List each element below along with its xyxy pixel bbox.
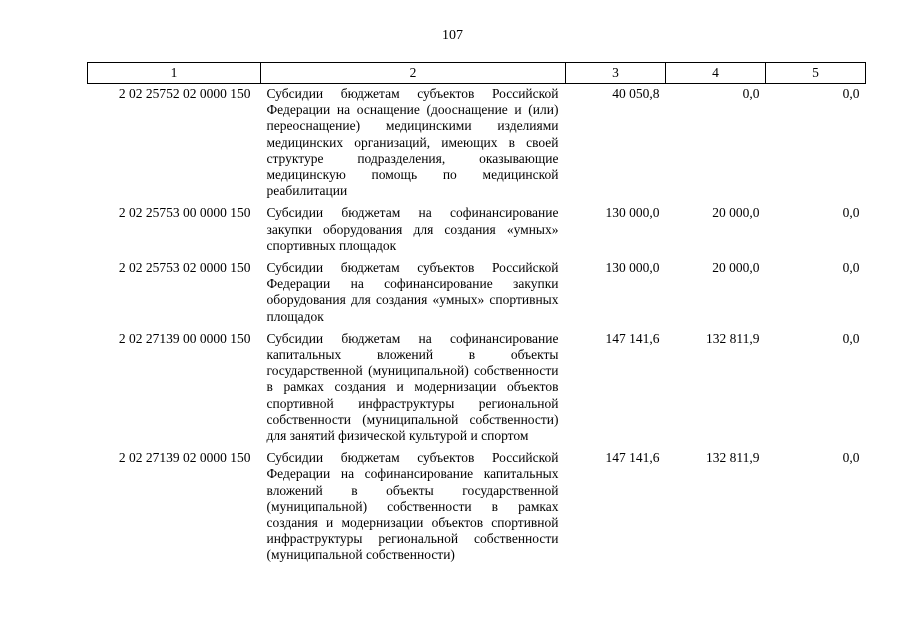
- page-number: 107: [442, 28, 463, 43]
- amount-col4-cell: 20 000,0: [712, 260, 760, 276]
- amount-col5-cell: 0,0: [842, 330, 860, 346]
- header-col-2: 2: [261, 63, 566, 84]
- description-cell: Субсидии бюджетам субъектов Российской Федерации на оснащение (дооснащение и (или) переоснащение) медицинскими изделиями медицинских организаций, имеющих в своей структуре подразделения, оказывающие медицинскую помощь по медицинской реабилитации: [266, 86, 559, 199]
- budget-code-cell: 2 02 27139 00 0000 150: [118, 330, 251, 346]
- amount-col5-cell: 0,0: [842, 86, 860, 101]
- table-header: [88, 63, 866, 84]
- amount-col3-cell: 130 000,0: [605, 205, 660, 221]
- amount-col4-cell: 132 811,9: [706, 450, 760, 466]
- budget-revenue-table: [87, 62, 866, 566]
- header-col-3: 3: [566, 63, 666, 84]
- description-cell: Субсидии бюджетам субъектов Российской Федерации на софинансирование закупки оборудования для создания «умных» спортивных площадок: [266, 260, 559, 324]
- amount-col4-cell: 132 811,9: [706, 330, 760, 346]
- amount-col3-cell: 147 141,6: [605, 330, 660, 346]
- table-row: [88, 256, 866, 327]
- description-cell: Субсидии бюджетам на софинансирование капитальных вложений в объекты государственной (муниципальной) собственности в рамках создания и модернизации объектов спортивной инфраструктуры региональной собственности (муниципальной собственности) для занятий физической культурой и спортом: [266, 330, 559, 444]
- header-col-1: 1: [88, 63, 261, 84]
- table-body: [88, 84, 866, 566]
- table-row: [88, 327, 866, 446]
- amount-col3-cell: 40 050,8: [612, 86, 660, 101]
- budget-code-cell: 2 02 25753 02 0000 150: [118, 260, 251, 276]
- amount-col3-cell: 147 141,6: [605, 450, 660, 466]
- description-cell: Субсидии бюджетам на софинансирование закупки оборудования для создания «умных» спортивных площадок: [266, 205, 559, 253]
- amount-col5-cell: 0,0: [842, 450, 860, 466]
- budget-code-cell: 2 02 27139 02 0000 150: [118, 450, 251, 466]
- description-cell: Субсидии бюджетам субъектов Российской Федерации на софинансирование капитальных вложений в объекты государственной (муниципальной) собственности в рамках создания и модернизации объектов спортивной инфраструктуры региональной собственности (муниципальной собственности): [266, 450, 559, 563]
- table-row: [88, 446, 866, 565]
- amount-col3-cell: 130 000,0: [605, 260, 660, 276]
- budget-code-cell: 2 02 25752 02 0000 150: [118, 86, 251, 101]
- header-col-5: 5: [766, 63, 866, 84]
- table-row: [88, 201, 866, 256]
- amount-col5-cell: 0,0: [842, 205, 860, 221]
- header-row: [88, 63, 866, 84]
- amount-col4-cell: 20 000,0: [712, 205, 760, 221]
- header-col-4: 4: [666, 63, 766, 84]
- table-row: [88, 84, 866, 202]
- amount-col4-cell: 0,0: [742, 86, 760, 101]
- amount-col5-cell: 0,0: [842, 260, 860, 276]
- budget-code-cell: 2 02 25753 00 0000 150: [118, 205, 251, 221]
